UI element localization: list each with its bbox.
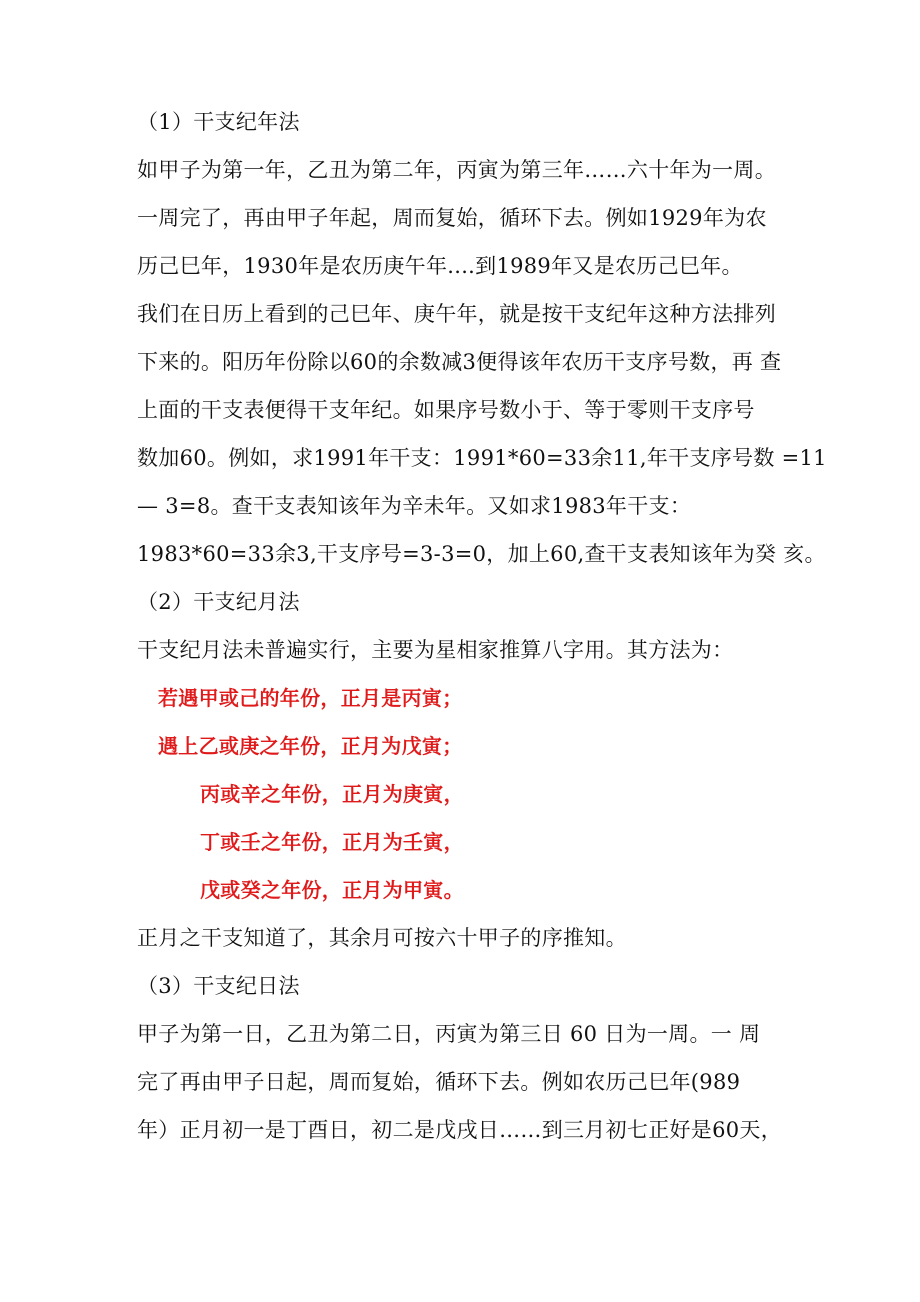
paragraph-line: — 3=8。查干支表知该年为辛未年。又如求1983年干支： <box>137 494 692 518</box>
paragraph-line: 数加60。例如，求1991年干支：1991*60=33余11,年干支序号数 =11 <box>137 446 827 470</box>
paragraph-line: 我们在日历上看到的己巳年、庚午年，就是按干支纪年这种方法排列 <box>137 302 776 326</box>
section-heading-day: （3）干支纪日法 <box>137 974 300 998</box>
rule-line-highlight: 遇上乙或庚之年份，正月为戊寅； <box>158 734 463 758</box>
rule-line-highlight: 丁或壬之年份，正月为壬寅， <box>200 830 464 854</box>
paragraph-line: 上面的干支表便得干支年纪。如果序号数小于、等于零则干支序号 <box>137 398 755 422</box>
section-heading-month: （2）干支纪月法 <box>137 590 300 614</box>
paragraph-line: 下来的。阳历年份除以60的余数减3便得该年农历干支序号数，再 查 <box>137 350 782 374</box>
paragraph-line: 如甲子为第一年，乙丑为第二年，丙寅为第三年……六十年为一周。 <box>137 158 776 182</box>
paragraph-line: 正月之干支知道了，其余月可按六十甲子的序推知。 <box>137 926 627 950</box>
paragraph-line: 完了再由甲子日起，周而复始，循环下去。例如农历己巳年(989 <box>137 1070 741 1094</box>
paragraph-line: 甲子为第一日，乙丑为第二日，丙寅为第三日 60 日为一周。一 周 <box>137 1022 761 1046</box>
paragraph-line: 干支纪月法未普遍实行，主要为星相家推算八字用。其方法为： <box>137 638 734 662</box>
rule-line-highlight: 戊或癸之年份，正月为甲寅。 <box>200 878 464 902</box>
paragraph-line: 年）正月初一是丁酉日，初二是戊戌日……到三月初七正好是60天， <box>137 1118 783 1142</box>
paragraph-line: 历己巳年，1930年是农历庚午年....到1989年又是农历己巳年。 <box>137 254 743 278</box>
paragraph-line: 一周完了，再由甲子年起，周而复始，循环下去。例如1929年为农 <box>137 206 767 230</box>
rule-line-highlight: 若遇甲或己的年份，正月是丙寅； <box>158 686 463 710</box>
section-heading-year: （1）干支纪年法 <box>137 110 300 134</box>
rule-line-highlight: 丙或辛之年份，正月为庚寅， <box>200 782 464 806</box>
paragraph-line: 1983*60=33余3,干支序号=3-3=0，加上60,查干支表知该年为癸 亥。 <box>137 542 826 566</box>
